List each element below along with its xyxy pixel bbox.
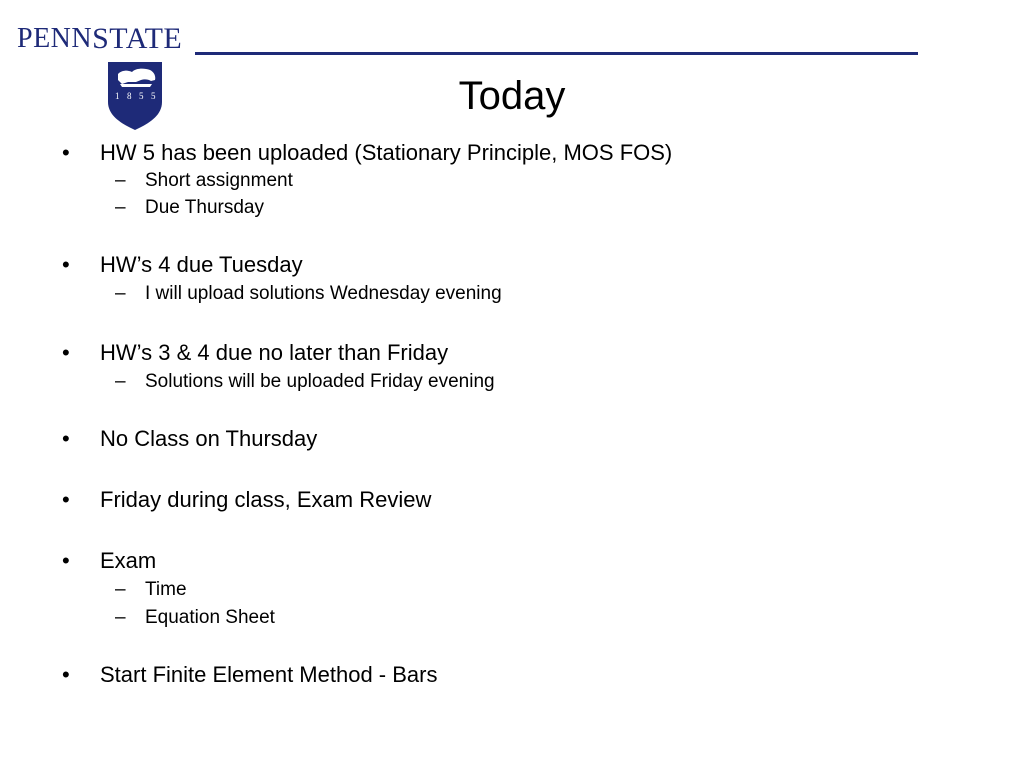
- bullet-marker: •: [62, 340, 70, 365]
- sub-marker: –: [115, 170, 126, 191]
- bullet-marker: •: [62, 662, 70, 687]
- wordmark-part-state: STATE: [92, 22, 183, 55]
- sub-marker: –: [115, 371, 126, 392]
- bullet-text: No Class on Thursday: [100, 426, 318, 451]
- seal-year-digit: 8: [127, 91, 132, 101]
- bullet-marker: •: [62, 140, 70, 165]
- sub-text: Due Thursday: [145, 197, 264, 218]
- bullet-marker: •: [62, 426, 70, 451]
- bullet-text: Exam: [100, 548, 157, 573]
- seal-year-digit: 5: [151, 91, 156, 101]
- bullet-text: HW’s 3 & 4 due no later than Friday: [100, 340, 449, 365]
- seal-year-digit: 1: [115, 91, 120, 101]
- sub-marker: –: [115, 607, 126, 628]
- sub-marker: –: [115, 197, 126, 218]
- sub-marker: –: [115, 283, 126, 304]
- seal-year-digit: 5: [139, 91, 144, 101]
- wordmark-part-penn: PENN: [17, 23, 93, 54]
- bullet-marker: •: [62, 548, 70, 573]
- sub-text: Solutions will be uploaded Friday evening: [145, 371, 495, 392]
- bullet-text: Friday during class, Exam Review: [100, 487, 432, 512]
- slide-title: Today: [458, 74, 566, 118]
- sub-marker: –: [115, 579, 126, 600]
- bullet-text: HW’s 4 due Tuesday: [100, 252, 303, 277]
- sub-text: Equation Sheet: [145, 607, 275, 628]
- bullet-marker: •: [62, 487, 70, 512]
- bullet-marker: •: [62, 252, 70, 277]
- sub-text: Time: [145, 579, 187, 600]
- bullet-text: Start Finite Element Method - Bars: [100, 662, 438, 687]
- sub-text: Short assignment: [145, 170, 293, 191]
- bullet-text: HW 5 has been uploaded (Stationary Principle, MOS FOS): [100, 140, 673, 165]
- sub-text: I will upload solutions Wednesday evening: [145, 283, 502, 304]
